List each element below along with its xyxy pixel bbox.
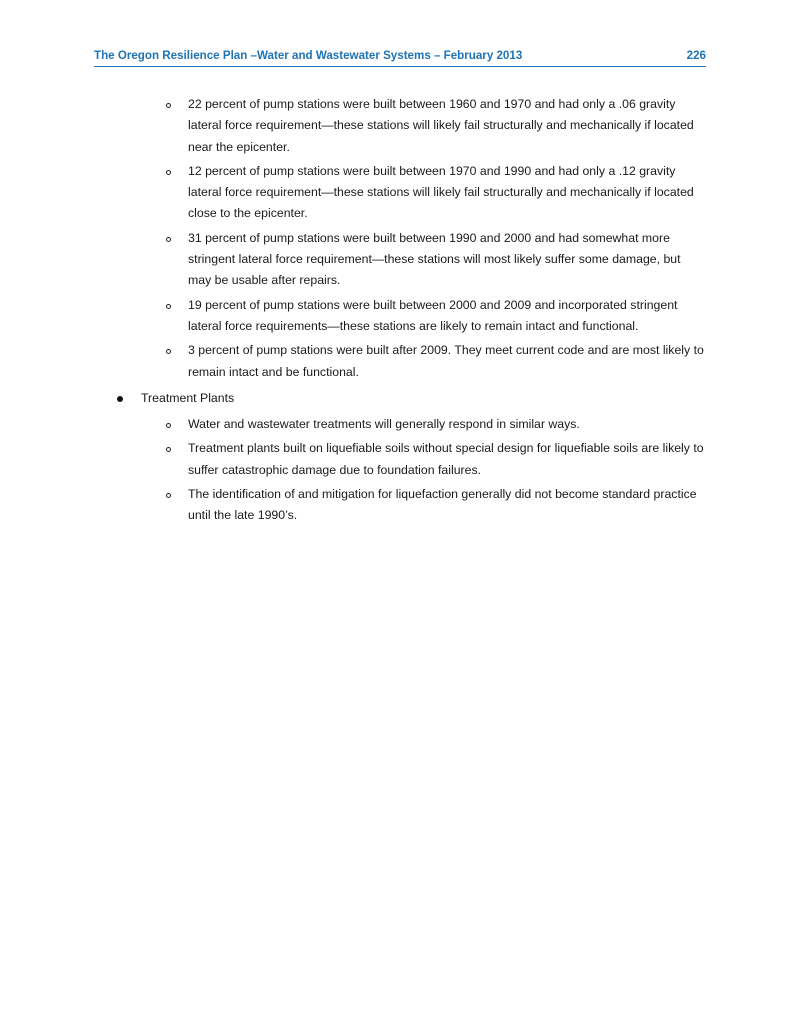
list-item-text: 22 percent of pump stations were built between 1960 and 1970 and had only a .06 gravity lateral force requirement—these stations will likely fail structurally and mechanically if located near the epicenter. xyxy=(188,97,694,154)
hollow-bullet-icon xyxy=(166,349,171,354)
list-item xyxy=(0,295,800,338)
hollow-bullet-icon xyxy=(166,170,171,175)
list-item xyxy=(0,414,800,435)
page-content xyxy=(0,94,800,530)
hollow-bullet-icon xyxy=(166,423,171,428)
list-item-text: Water and wastewater treatments will generally respond in similar ways. xyxy=(188,417,580,432)
treatment-plants-list xyxy=(0,414,800,526)
header-title: The Oregon Resilience Plan –Water and Wastewater Systems – February 2013 xyxy=(94,49,523,62)
hollow-bullet-icon xyxy=(166,447,171,452)
hollow-bullet-icon xyxy=(166,493,171,498)
pump-station-list xyxy=(0,94,800,383)
list-item xyxy=(0,228,800,292)
list-item-text: Treatment plants built on liquefiable soils without special design for liquefiable soils are likely to suffer catastrophic damage due to foundation failures. xyxy=(188,441,704,477)
header-page-number: 226 xyxy=(686,49,706,62)
list-item-text: 31 percent of pump stations were built between 1990 and 2000 and had somewhat more stringent lateral force requirement—these stations will most likely suffer some damage, but may be usable after repairs. xyxy=(188,230,681,288)
hollow-bullet-icon xyxy=(166,103,171,108)
list-item-text: 12 percent of pump stations were built between 1970 and 1990 and had only a .12 gravity lateral force requirement—these stations will likely fail structurally and mechanically if located close to the epicenter. xyxy=(188,163,694,221)
list-item xyxy=(0,161,800,225)
hollow-bullet-icon xyxy=(166,237,171,242)
hollow-bullet-icon xyxy=(166,304,171,309)
solid-bullet-icon xyxy=(117,396,123,402)
treatment-plants-label: Treatment Plants xyxy=(141,390,235,405)
list-item xyxy=(0,340,800,383)
list-item-text: 19 percent of pump stations were built between 2000 and 2009 and incorporated stringent lateral force requirements—these stations are likely to remain intact and functional. xyxy=(188,297,678,333)
page-header xyxy=(94,48,706,67)
list-item xyxy=(0,438,800,481)
treatment-plants-heading xyxy=(0,388,800,409)
list-item xyxy=(0,94,800,158)
list-item-text: The identification of and mitigation for liquefaction generally did not become standard practice until the late 1990’s. xyxy=(188,487,697,523)
list-item xyxy=(0,484,800,527)
list-item-text: 3 percent of pump stations were built after 2009. They meet current code and are most likely to remain intact and be functional. xyxy=(188,343,704,379)
